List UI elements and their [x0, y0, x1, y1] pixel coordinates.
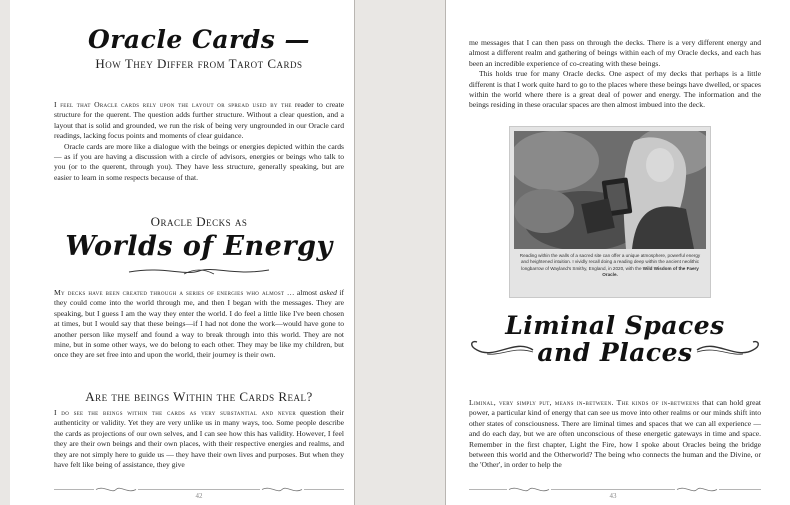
paragraph — [54, 100, 344, 142]
heading-title-line1: Liminal Spaces — [505, 311, 725, 340]
emphasis-asked: asked — [319, 288, 337, 297]
caption-text: Reading within the walls of a sacred site can offer a unique atmosphere, powerful energy and heightened intuition. I vividly recall doing a reading deep within the ancient neolithic longbarrow of Wayland's Smithy, England, in 2020, with the — [519, 253, 701, 271]
heading-subtitle: How They Differ from Tarot Cards — [95, 56, 303, 71]
lead-in: I feel that Oracle cards rely upon the layout or spread used by the — [54, 100, 292, 109]
heading-title-line2: and Places — [537, 338, 693, 367]
photo-illustration — [514, 131, 706, 249]
heading-beings-real — [54, 388, 344, 406]
caption-bold-title: Wild Wisdom of the Faery Oracle. — [602, 265, 699, 277]
paragraph: Oracle cards are more like a dialogue with the beings or energies depicted within the cards — as if you are having a discussion with a circle of advisors, energies or beings who talk to you (or to the querent, through you). They have less structure, generally speaking, but are easier to learn in some respects because of that. — [54, 141, 344, 182]
footer-ornament-right — [260, 484, 304, 495]
paragraph-text: question their authenticity or validity. Yet they are very unlike us in many ways, too. Some people describe the cards as projections of our own selves, and I can see how this has validity. However, I feel they are their own beings and their own places, with their respective energies and realms, and they are not simply here to guide us — they have their own lives and purposes. But when they have felt like being of assistance, they give — [54, 408, 344, 470]
paragraph: me messages that I can then pass on through the decks. There is a very different energy and almost a different realm and gathering of beings within each of my Oracle decks, and each has been an incredible experience of co-creating with these beings. — [469, 38, 761, 68]
paragraph — [54, 288, 344, 361]
page-number: 43 — [609, 492, 617, 500]
left-page — [10, 0, 355, 505]
section-beings-real — [54, 408, 344, 470]
paragraph-text: … almost — [286, 288, 320, 297]
gutter-line — [354, 0, 355, 505]
heading-title: Worlds of Energy — [65, 231, 333, 262]
lead-in: My decks have been created through a series of energies who almost — [54, 288, 285, 297]
right-top-text — [469, 38, 761, 111]
heading-title: Oracle Cards — — [87, 25, 310, 54]
photo-figure — [509, 126, 711, 298]
paragraph-text: that can hold great power, a particular kind of energy that can see us move into other realms or our minds shift into other states of consciousness. There are liminal times and spaces that we can all experience — and do each day, but we are often unconscious of these energetic gateways in time and space. Remember in the first chapter, Light the Fire, how I spoke about Oracles being the bridge between this world and the Otherworld? The being who connects the human and the Divine, or the 'Other', in order to help the — [469, 398, 762, 470]
flourish-left — [465, 336, 535, 362]
heading-oracle-decks — [54, 214, 344, 278]
right-page — [445, 0, 790, 505]
photo-woman-reading-oracle — [514, 131, 706, 249]
heading-title: Are the beings Within the Cards Real? — [85, 389, 313, 404]
lead-in: Liminal, very simply put, means in-between. — [469, 398, 614, 407]
lead-in: I do see the beings within the cards as very substantial and never — [54, 408, 296, 417]
page-number: 42 — [195, 492, 203, 500]
paragraph — [469, 398, 761, 471]
paragraph-text: reader to create structure for the querent. The question adds further structure. Without a clear question, and a layout that is solid and grounded, we run the risk of being very ungrounded in our Oracle card readings, lacking focus points and moments of clear guidance. — [54, 100, 344, 141]
footer-ornament-left — [507, 484, 551, 495]
section-oracle-cards — [54, 100, 344, 183]
section-oracle-decks — [54, 288, 344, 361]
heading-subtitle: Oracle Decks as — [150, 214, 248, 229]
flourish-right — [695, 336, 765, 362]
lead-in-rest: The kinds of in-betweens — [613, 398, 700, 407]
footer-ornament-right — [675, 484, 719, 495]
paragraph — [54, 408, 344, 470]
footer-ornament-left — [94, 484, 138, 495]
heading-liminal-spaces — [469, 311, 761, 368]
paragraph-text: if they could come into the world through me, and then I began with the messages. They are speaking, but I guess I am the way they enter the world. I do feel a little like I've been chosen at times, but I would say that these beings—if I had not done the work—would have gone to another person like myself and found a way to break through into this world. They are not mine, but in some other ways, we do belong to each other. They may be like my children, but once they are set free into and upon the world, their journey is their own. — [54, 288, 345, 360]
paragraph: This holds true for many Oracle decks. One aspect of my decks that perhaps is a little different is that I work quite hard to go to the places where these beings have dwelled, or spaces within the world where there is a great deal of power and energy. The information and the beings residing in these oracular spaces are then almost imbued into the deck. — [469, 69, 761, 110]
flourish-ornament — [124, 264, 274, 278]
heading-oracle-cards — [54, 24, 344, 72]
gutter-line — [445, 0, 446, 505]
section-liminal — [469, 398, 761, 471]
photo-caption — [516, 253, 704, 278]
